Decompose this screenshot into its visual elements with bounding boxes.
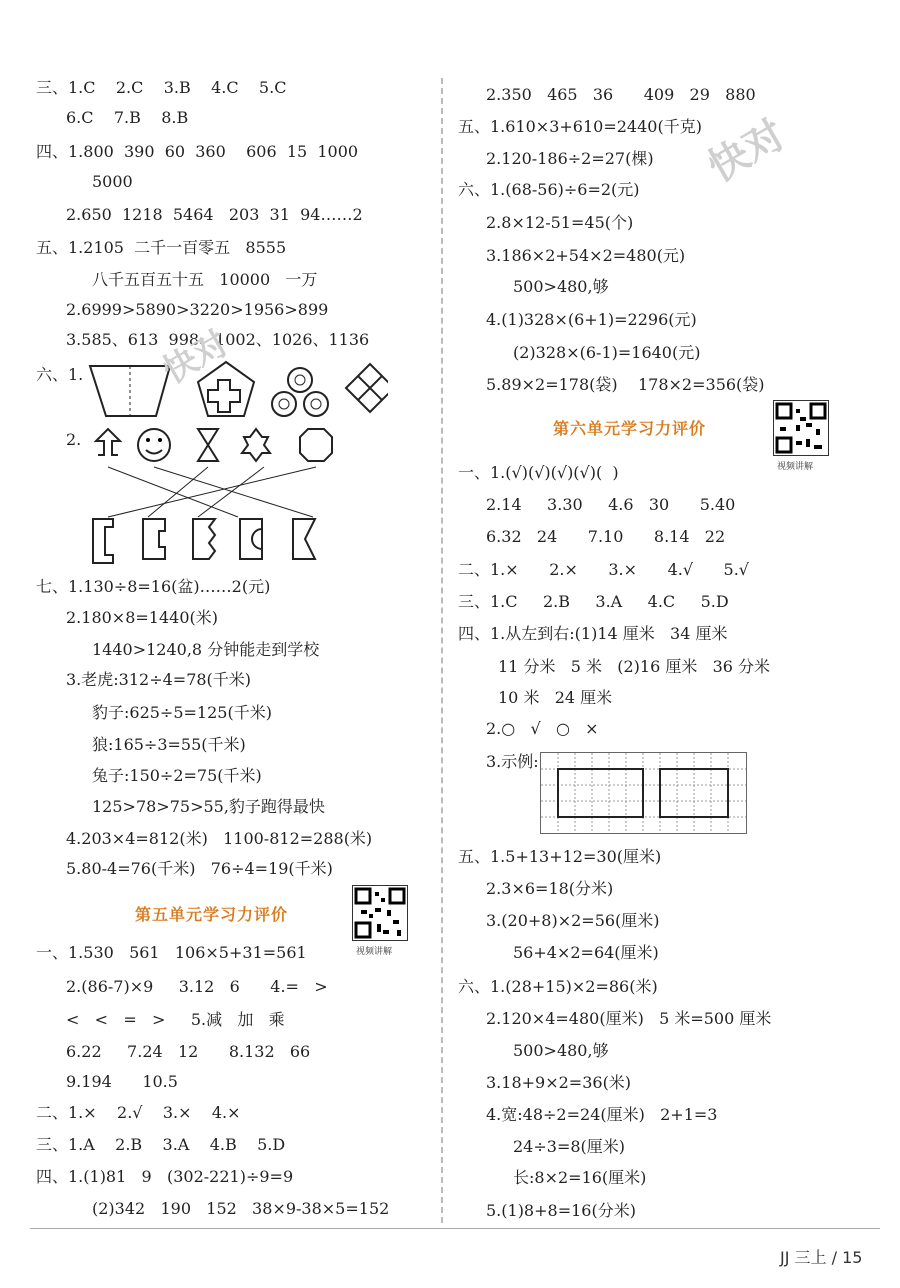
left-answer-line: 125>78>75>55,豹子跑得最快 bbox=[92, 797, 325, 816]
qr-label-unit6: 视频讲解 bbox=[777, 462, 814, 472]
left-answer-line: 1440>1240,8 分钟能走到学校 bbox=[92, 640, 320, 659]
right-answer-line: 2.8×12-51=45(个) bbox=[486, 213, 634, 232]
right-answer-line: 长:8×2=16(厘米) bbox=[513, 1168, 647, 1187]
qr-code-unit6[interactable] bbox=[773, 400, 829, 456]
left-answer-line: 狼:165÷3=55(千米) bbox=[92, 735, 246, 754]
right-answer-line: 一、1.(√)(√)(√)(√)( ) bbox=[458, 463, 619, 482]
right-answer-line: 6.32 24 7.10 8.14 22 bbox=[486, 527, 726, 546]
left-answer-line: 5.80-4=76(千米) 76÷4=19(千米) bbox=[66, 859, 333, 878]
right-answer-line: 5.(1)8+8=16(分米) bbox=[486, 1201, 636, 1220]
right-answer-line: 二、1.× 2.× 3.× 4.√ 5.√ bbox=[458, 560, 750, 579]
left-answer-line: 2.6999>5890>3220>1956>899 bbox=[66, 300, 329, 319]
right-answer-line: 2.○ √ ○ × bbox=[486, 719, 599, 738]
left-answer-line: 兔子:150÷2=75(千米) bbox=[92, 766, 262, 785]
right-answer-line: 六、1.(28+15)×2=86(米) bbox=[458, 977, 658, 996]
right-answer-line: 5.89×2=178(袋) 178×2=356(袋) bbox=[486, 375, 765, 394]
right-answer-line: 三、1.C 2.B 3.A 4.C 5.D bbox=[458, 592, 729, 611]
right-answer-line: 3.18+9×2=36(米) bbox=[486, 1073, 632, 1092]
right-answer-line: 3.186×2+54×2=480(元) bbox=[486, 246, 686, 265]
right-answer-line: 3.(20+8)×2=56(厘米) bbox=[486, 911, 660, 930]
left-answer-line: 9.194 10.5 bbox=[66, 1072, 178, 1091]
right-answer-line: 2.14 3.30 4.6 30 5.40 bbox=[486, 495, 736, 514]
left-answer-line: < < = > 5.减 加 乘 bbox=[66, 1010, 285, 1029]
left-answer-line: 2. bbox=[66, 430, 82, 449]
watermark-logo-right: 快对 bbox=[700, 111, 793, 192]
left-answer-line: 4.203×4=812(米) 1100-812=288(米) bbox=[66, 829, 373, 848]
left-answer-line: 3.585、613 998、1002、1026、1136 bbox=[66, 330, 370, 349]
bottom-rule bbox=[30, 1228, 880, 1229]
page-footer: JJ 三上 / 15 bbox=[780, 1248, 863, 1267]
symmetry-shapes-figure bbox=[88, 358, 388, 428]
left-answer-line: 2.(86-7)×9 3.12 6 4.= > bbox=[66, 977, 328, 996]
right-answer-line: 56+4×2=64(厘米) bbox=[513, 943, 659, 962]
right-answer-line: 3.示例: bbox=[486, 752, 539, 771]
left-answer-line: 2.180×8=1440(米) bbox=[66, 608, 219, 627]
grid-example-figure bbox=[540, 752, 747, 834]
unit6-title: 第六单元学习力评价 bbox=[553, 419, 707, 438]
unit5-title: 第五单元学习力评价 bbox=[135, 905, 289, 924]
left-answer-line: 6.C 7.B 8.B bbox=[66, 108, 189, 127]
left-answer-line: 五、1.2105 二千一百零五 8555 bbox=[36, 238, 287, 257]
left-answer-line: 四、1.(1)81 9 (302-221)÷9=9 bbox=[36, 1167, 294, 1186]
left-answer-line: 豹子:625÷5=125(千米) bbox=[92, 703, 272, 722]
left-answer-line: 一、1.530 561 106×5+31=561 bbox=[36, 943, 307, 962]
right-answer-line: 五、1.5+13+12=30(厘米) bbox=[458, 847, 662, 866]
left-answer-line: 三、1.C 2.C 3.B 4.C 5.C bbox=[36, 78, 287, 97]
left-answer-line: 3.老虎:312÷4=78(千米) bbox=[66, 670, 252, 689]
watermark-logo-left: 快对 bbox=[156, 323, 236, 392]
left-answer-line: (2)342 190 152 38×9-38×5=152 bbox=[92, 1199, 390, 1218]
qr-label-unit5: 视频讲解 bbox=[356, 947, 393, 957]
qr-code-unit5[interactable] bbox=[352, 885, 408, 941]
right-answer-line: 24÷3=8(厘米) bbox=[513, 1137, 626, 1156]
left-answer-line: 六、1. bbox=[36, 365, 84, 384]
column-divider bbox=[441, 78, 443, 1223]
right-answer-line: 500>480,够 bbox=[513, 1041, 609, 1060]
matching-figure bbox=[88, 425, 348, 570]
right-answer-line: 2.350 465 36 409 29 880 bbox=[486, 85, 756, 104]
right-answer-line: (2)328×(6-1)=1640(元) bbox=[513, 343, 701, 362]
right-answer-line: 2.3×6=18(分米) bbox=[486, 879, 614, 898]
left-answer-line: 七、1.130÷8=16(盆)……2(元) bbox=[36, 577, 271, 596]
right-answer-line: 五、1.610×3+610=2440(千克) bbox=[458, 117, 702, 136]
left-answer-line: 6.22 7.24 12 8.132 66 bbox=[66, 1042, 311, 1061]
right-answer-line: 四、1.从左到右:(1)14 厘米 34 厘米 bbox=[458, 624, 728, 643]
left-answer-line: 四、1.800 390 60 360 606 15 1000 bbox=[36, 142, 359, 161]
right-answer-line: 4.宽:48÷2=24(厘米) 2+1=3 bbox=[486, 1105, 718, 1124]
right-answer-line: 2.120×4=480(厘米) 5 米=500 厘米 bbox=[486, 1009, 772, 1028]
right-answer-line: 2.120-186÷2=27(棵) bbox=[486, 149, 654, 168]
right-answer-line: 4.(1)328×(6+1)=2296(元) bbox=[486, 310, 697, 329]
right-answer-line: 六、1.(68-56)÷6=2(元) bbox=[458, 180, 640, 199]
left-answer-line: 2.650 1218 5464 203 31 94……2 bbox=[66, 205, 363, 224]
right-answer-line: 500>480,够 bbox=[513, 277, 609, 296]
left-answer-line: 八千五百五十五 10000 一万 bbox=[92, 270, 318, 289]
left-answer-line: 5000 bbox=[92, 172, 133, 191]
left-answer-line: 三、1.A 2.B 3.A 4.B 5.D bbox=[36, 1135, 286, 1154]
right-answer-line: 11 分米 5 米 (2)16 厘米 36 分米 bbox=[498, 657, 771, 676]
left-answer-line: 二、1.× 2.√ 3.× 4.× bbox=[36, 1103, 241, 1122]
right-answer-line: 10 米 24 厘米 bbox=[498, 688, 613, 707]
